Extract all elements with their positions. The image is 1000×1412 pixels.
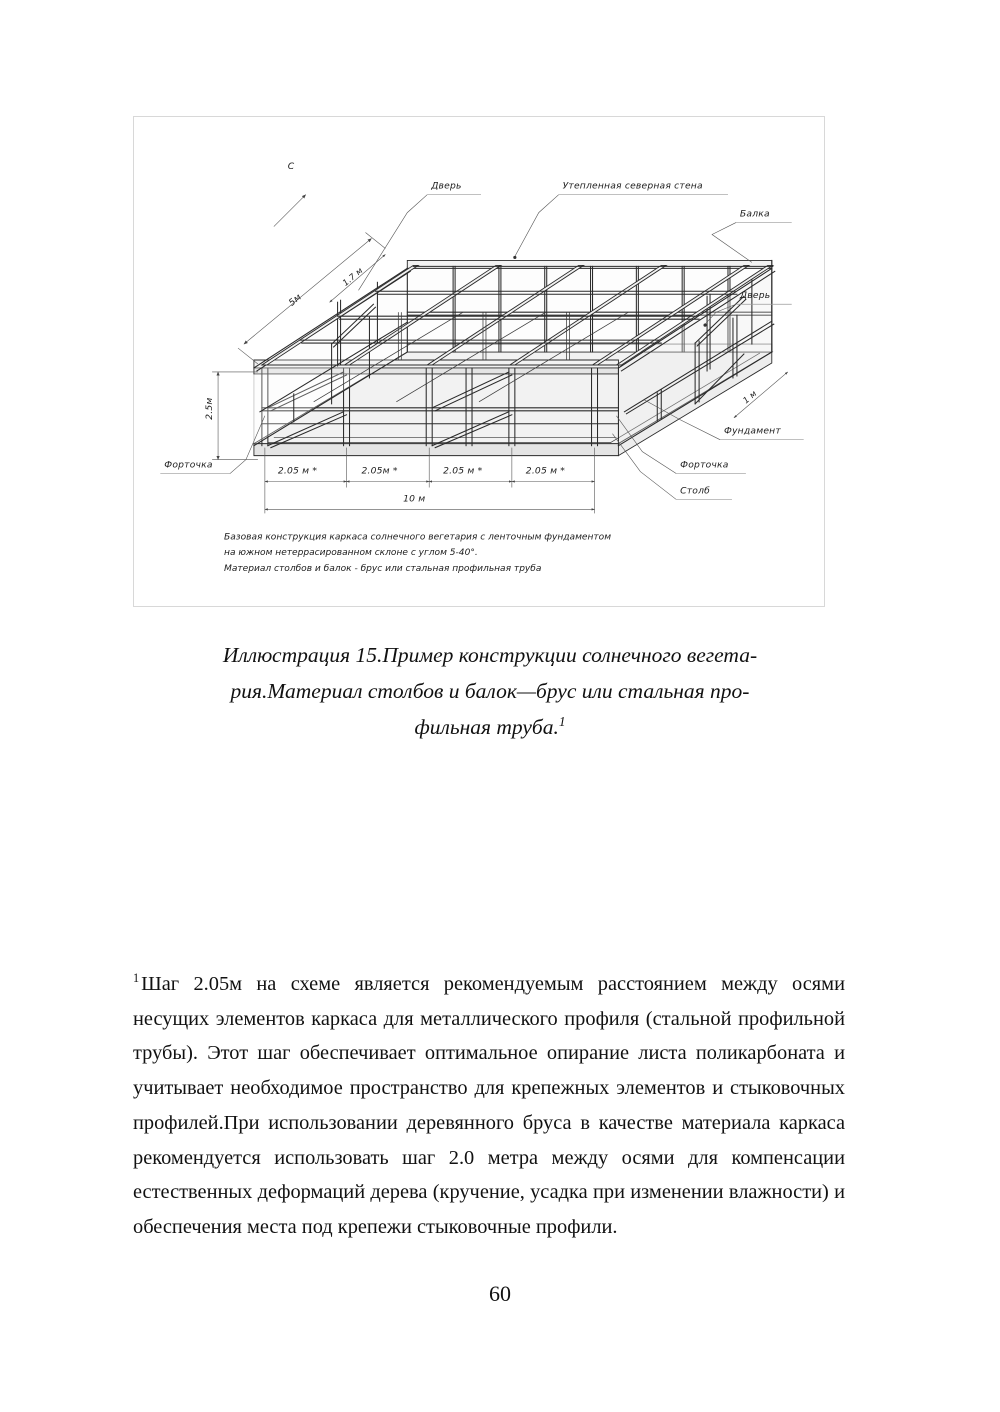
svg-text:1.7 м: 1.7 м [340, 265, 365, 288]
drawing-note [224, 532, 611, 574]
svg-text:1 м: 1 м [740, 388, 759, 406]
greenhouse-frame [254, 260, 775, 455]
svg-text:Дверь: Дверь [739, 290, 771, 302]
svg-text:2.05 м *: 2.05 м * [277, 465, 318, 477]
caption-footnote-ref: 1 [558, 713, 566, 729]
svg-text:Балка: Балка [739, 208, 770, 220]
svg-text:С: С [287, 160, 295, 172]
compass-north [274, 161, 306, 227]
svg-text:Форточка: Форточка [164, 459, 213, 471]
caption-line-1: Иллюстрация 15.Пример конструкции солнечного вегета- [222, 643, 758, 667]
svg-text:Материал столбов и балок - бру: Материал столбов и балок - брус или стальная профильная труба [224, 564, 542, 575]
svg-text:10 м: 10 м [403, 493, 426, 505]
svg-text:на южном нетеррасированном скл: на южном нетеррасированном склоне с углом 5-40°. [224, 548, 478, 559]
svg-text:Дверь: Дверь [431, 180, 462, 192]
svg-text:2.05 м *: 2.05 м * [525, 465, 566, 477]
svg-text:Утепленная северная стена: Утепленная северная стена [562, 180, 703, 192]
svg-text:Форточка: Форточка [680, 459, 729, 471]
callout-vent-left [160, 416, 265, 474]
svg-text:2.05м *: 2.05м * [361, 465, 398, 477]
svg-text:Столб: Столб [680, 485, 711, 497]
figure-drawing [134, 117, 824, 606]
svg-text:2.5м: 2.5м [204, 397, 216, 420]
footnote-marker: 1 [133, 971, 140, 986]
svg-text:Базовая конструкция каркаса с: Базовая конструкция каркаса солнечного вегетария с ленточным фундаментом [224, 532, 612, 543]
dimension-total-10m [265, 487, 595, 513]
callout-beam [712, 209, 792, 263]
svg-text:2.05 м *: 2.05 м * [443, 465, 483, 477]
caption-line-3: фильная труба. [414, 715, 559, 739]
svg-text:Фундамент: Фундамент [723, 425, 781, 437]
footnote-block [133, 967, 845, 1245]
svg-text:5м: 5м [286, 291, 304, 309]
dimension-2-5m [204, 372, 258, 460]
callout-insulated-north-wall [513, 181, 728, 259]
figure-caption [140, 637, 840, 745]
page-number: 60 [489, 1281, 511, 1306]
caption-line-2: рия.Материал столбов и балок—брус или стальная про- [230, 679, 750, 703]
figure-container [133, 116, 825, 607]
footnote-text: Шаг 2.05м на схеме является рекомендуемым расстоянием между осями несущих элементов каркаса для металлического профиля (стальной профильной трубы). Этот шаг обеспечивает оптимальное опирание листа поликарбоната и учитывает необходимое пространство для крепежных элементов и стыковочных профилей.При использовании деревянного бруса в качестве материала каркаса рекомендуется использовать шаг 2.0 метра между осями для компенсации естественных деформаций дерева (кручение, усадка при изменении влажности) и обеспечения места под крепежи стыковочные профили. [133, 973, 845, 1238]
